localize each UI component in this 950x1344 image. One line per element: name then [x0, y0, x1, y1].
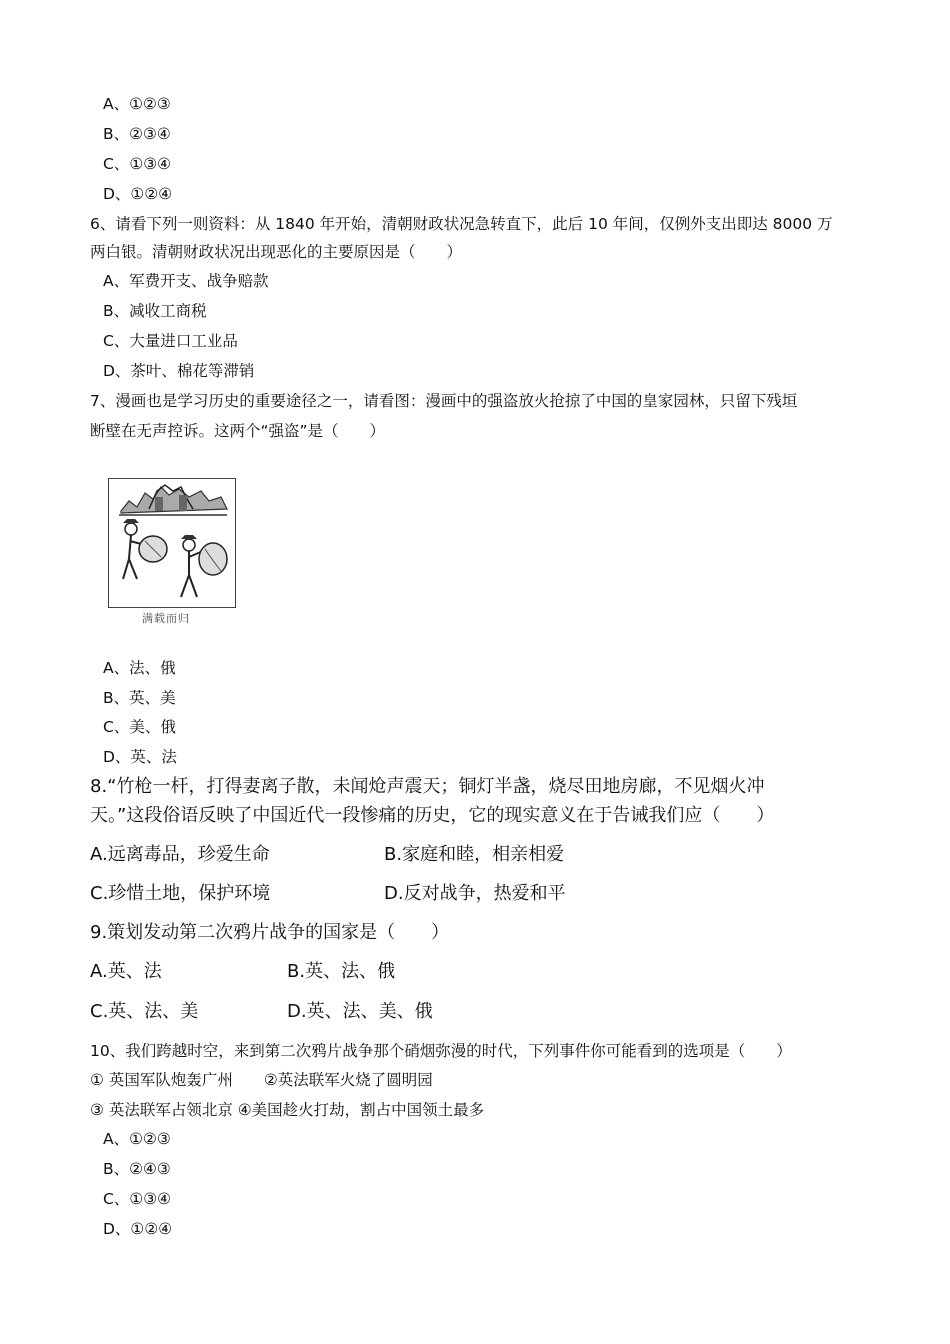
q5-option-a: A、①②③ — [103, 95, 171, 113]
q10-option-d: D、①②④ — [103, 1220, 173, 1238]
q5-option-b: B、②③④ — [103, 125, 171, 143]
q6-stem-line1: 6、请看下列一则资料：从 1840 年开始，清朝财政状况急转直下，此后 10 年间，仅例外支出即达 8000 万 — [90, 215, 833, 233]
q10-option-b: B、②④③ — [103, 1160, 171, 1178]
q6-option-b: B、减收工商税 — [103, 302, 207, 320]
q8-option-c: C.珍惜土地，保护环境 — [90, 883, 271, 904]
q8-stem-line2: 天。”这段俗语反映了中国近代一段惨痛的历史，它的现实意义在于告诫我们应（ ） — [90, 805, 775, 826]
q10-option-a: A、①②③ — [103, 1130, 171, 1148]
q9-option-a: A.英、法 — [90, 961, 162, 982]
q7-stem-line1: 7、漫画也是学习历史的重要途径之一，请看图：漫画中的强盗放火抢掠了中国的皇家园林，只留下残垣 — [90, 392, 798, 410]
q9-option-b: B.英、法、俄 — [287, 961, 396, 982]
q6-stem-line2: 两白银。清朝财政状况出现恶化的主要原因是（ ） — [90, 243, 463, 261]
cartoon-drawing — [109, 479, 235, 607]
q8-stem-line1: 8.“竹枪一杆，打得妻离子散，未闻炝声震天；铜灯半盏，烧尽田地房廊，不见烟火冲 — [90, 776, 765, 797]
q6-option-d: D、茶叶、棉花等滞销 — [103, 362, 255, 380]
q6-option-a: A、军费开支、战争赔款 — [103, 272, 269, 290]
cartoon-image — [108, 478, 236, 608]
q7-stem-line2: 断壁在无声控诉。这两个“强盗”是（ ） — [90, 422, 386, 440]
q8-option-b: B.家庭和睦，相亲相爱 — [384, 844, 565, 865]
cartoon-caption: 满载而归 — [142, 612, 190, 625]
q7-option-b: B、英、美 — [103, 689, 176, 707]
q8-option-a: A.远离毒品，珍爱生命 — [90, 844, 270, 865]
q10-stem-line3: ③ 英法联军占领北京 ④美国趁火打劫，割占中国领土最多 — [90, 1101, 485, 1119]
q10-option-c: C、①③④ — [103, 1190, 172, 1208]
q8-option-d: D.反对战争，热爱和平 — [384, 883, 566, 904]
q7-option-d: D、英、法 — [103, 748, 177, 766]
q5-option-c: C、①③④ — [103, 155, 172, 173]
q9-option-d: D.英、法、美、俄 — [287, 1001, 433, 1022]
q7-option-a: A、法、俄 — [103, 659, 176, 677]
q10-stem-line2: ① 英国军队炮轰广州 ②英法联军火烧了圆明园 — [90, 1071, 433, 1089]
q9-option-c: C.英、法、美 — [90, 1001, 199, 1022]
q6-option-c: C、大量进口工业品 — [103, 332, 238, 350]
q10-stem-line1: 10、我们跨越时空，来到第二次鸦片战争那个硝烟弥漫的时代，下列事件你可能看到的选项是（ ） — [90, 1042, 792, 1060]
q9-stem: 9.策划发动第二次鸦片战争的国家是（ ） — [90, 922, 450, 943]
q7-option-c: C、美、俄 — [103, 718, 176, 736]
q5-option-d: D、①②④ — [103, 185, 173, 203]
